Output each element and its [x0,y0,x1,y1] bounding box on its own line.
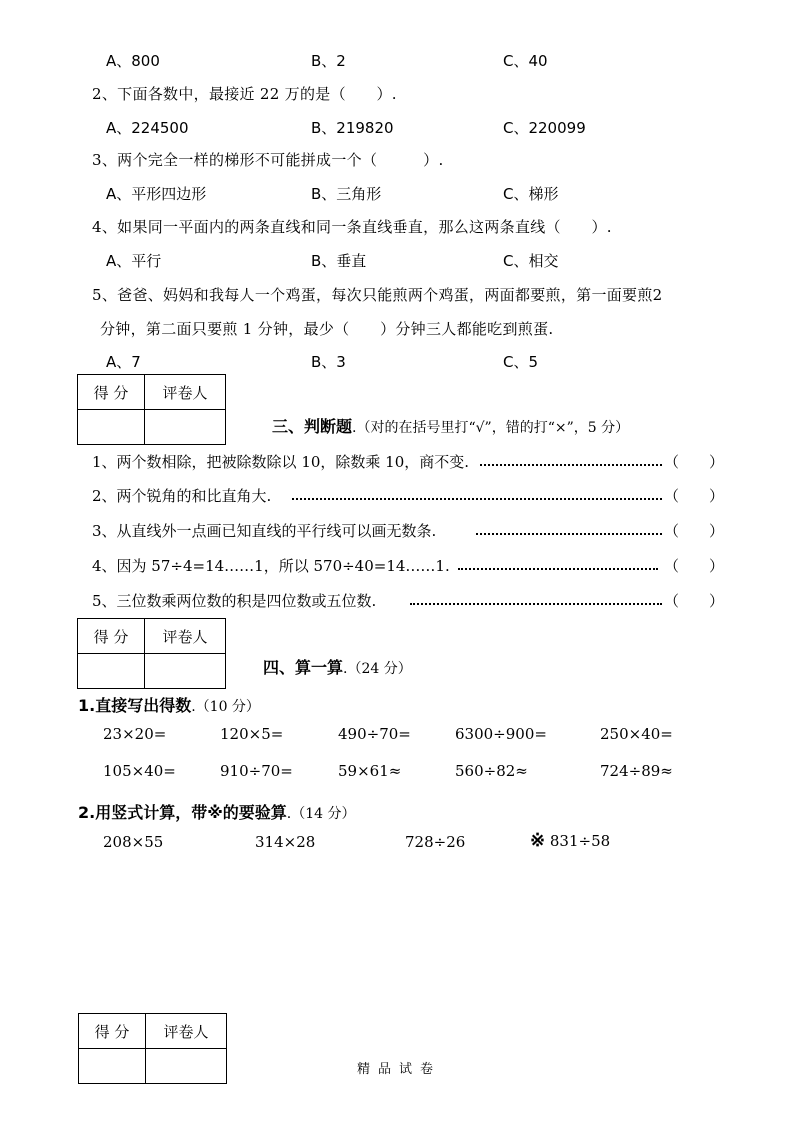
calc-1-4: 6300÷900= [455,725,547,743]
q1-option-a: A、800 [106,52,160,70]
part-1-heading [78,693,260,716]
q4-option-c: C、相交 [503,252,559,270]
page-footer: 精品试卷 [357,1062,442,1077]
dot-leader [458,568,658,570]
grader-label: 评卷人 [146,1014,227,1049]
score-cell[interactable] [78,410,145,445]
calc-1-5: 250×40= [600,725,673,743]
dot-leader [410,603,662,605]
q1-option-b: B、2 [311,52,346,70]
vertical-calc-3: 728÷26 [405,833,466,851]
vertical-calc-4-expr: 831÷58 [549,832,611,850]
part-2-note: .（14 分） [286,806,356,822]
q5-option-b: B、3 [311,353,346,371]
judge-answer-2[interactable]: （ ） [664,487,725,505]
calc-1-1: 23×20= [103,725,167,743]
score-box-section-5 [78,1013,227,1084]
calc-2-3: 59×61≈ [338,762,402,780]
calc-1-2: 120×5= [220,725,284,743]
score-box-section-4 [77,618,226,689]
calc-2-5: 724÷89≈ [600,762,673,780]
part-1-note: .（10 分） [191,699,260,715]
judge-item-5: 5、三位数乘两位数的积是四位数或五位数. [92,592,377,610]
grader-label: 评卷人 [145,619,226,654]
judge-item-2: 2、两个锐角的和比直角大. [92,487,272,505]
question-3: 3、两个完全一样的梯形不可能拼成一个（ ）. [92,151,444,169]
calc-2-2: 910÷70= [220,762,293,780]
section-4-title: 四、算一算 [263,658,344,677]
q1-option-c: C、40 [503,52,548,70]
q4-option-a: A、平行 [106,252,162,270]
section-3-heading [272,414,629,437]
part-1-title: 1.直接写出得数 [78,696,192,715]
grader-cell[interactable] [146,1049,227,1084]
judge-answer-3[interactable]: （ ） [664,522,725,540]
judge-item-4: 4、因为 57÷4=14……1，所以 570÷40=14……1. [92,557,450,575]
score-box-section-3 [77,374,226,445]
judge-answer-4[interactable]: （ ） [664,557,725,575]
score-cell[interactable] [79,1049,146,1084]
question-4: 4、如果同一平面内的两条直线和同一条直线垂直，那么这两条直线（ ）. [92,218,612,236]
q3-option-b: B、三角形 [311,185,382,203]
q4-option-b: B、垂直 [311,252,367,270]
section-3-note: .（对的在括号里打“√”，错的打“×”，5 分） [352,420,630,436]
dot-leader [476,533,662,535]
vertical-calc-2: 314×28 [255,833,316,851]
score-label: 得 分 [78,375,145,410]
calc-2-4: 560÷82≈ [455,762,528,780]
q2-option-c: C、220099 [503,119,586,137]
score-label: 得 分 [78,619,145,654]
grader-label: 评卷人 [145,375,226,410]
part-2-title: 2.用竖式计算，带※的要验算 [78,803,287,822]
q5-option-c: C、5 [503,353,539,371]
judge-item-1: 1、两个数相除，把被除数除以 10，除数乘 10，商不变. [92,453,470,471]
calc-2-1: 105×40= [103,762,176,780]
question-5-line-2: 分钟，第二面只要煎 1 分钟，最少（ ）分钟三人都能吃到煎蛋. [100,320,554,338]
judge-item-3: 3、从直线外一点画已知直线的平行线可以画无数条. [92,522,437,540]
section-3-title: 三、判断题 [272,417,353,436]
q3-option-a: A、平形四边形 [106,185,207,203]
question-2: 2、下面各数中，最接近 22 万的是（ ）. [92,85,397,103]
judge-answer-5[interactable]: （ ） [664,592,725,610]
score-cell[interactable] [78,654,145,689]
section-4-heading [263,655,412,678]
q2-option-a: A、224500 [106,119,189,137]
dot-leader [480,464,662,466]
vertical-calc-1: 208×55 [103,833,164,851]
judge-answer-1[interactable]: （ ） [664,453,725,471]
score-label: 得 分 [79,1014,146,1049]
grader-cell[interactable] [145,654,226,689]
q2-option-b: B、219820 [311,119,394,137]
dot-leader [292,498,662,500]
grader-cell[interactable] [145,410,226,445]
part-2-heading [78,800,356,823]
section-4-note: .（24 分） [343,661,412,677]
q5-option-a: A、7 [106,353,141,371]
vertical-calc-4 [530,830,610,851]
q3-option-c: C、梯形 [503,185,559,203]
question-5-line-1: 5、爸爸、妈妈和我每人一个鸡蛋，每次只能煎两个鸡蛋，两面都要煎，第一面要煎2 [92,286,663,304]
calc-1-3: 490÷70= [338,725,411,743]
verify-mark-icon: ※ [530,830,546,851]
